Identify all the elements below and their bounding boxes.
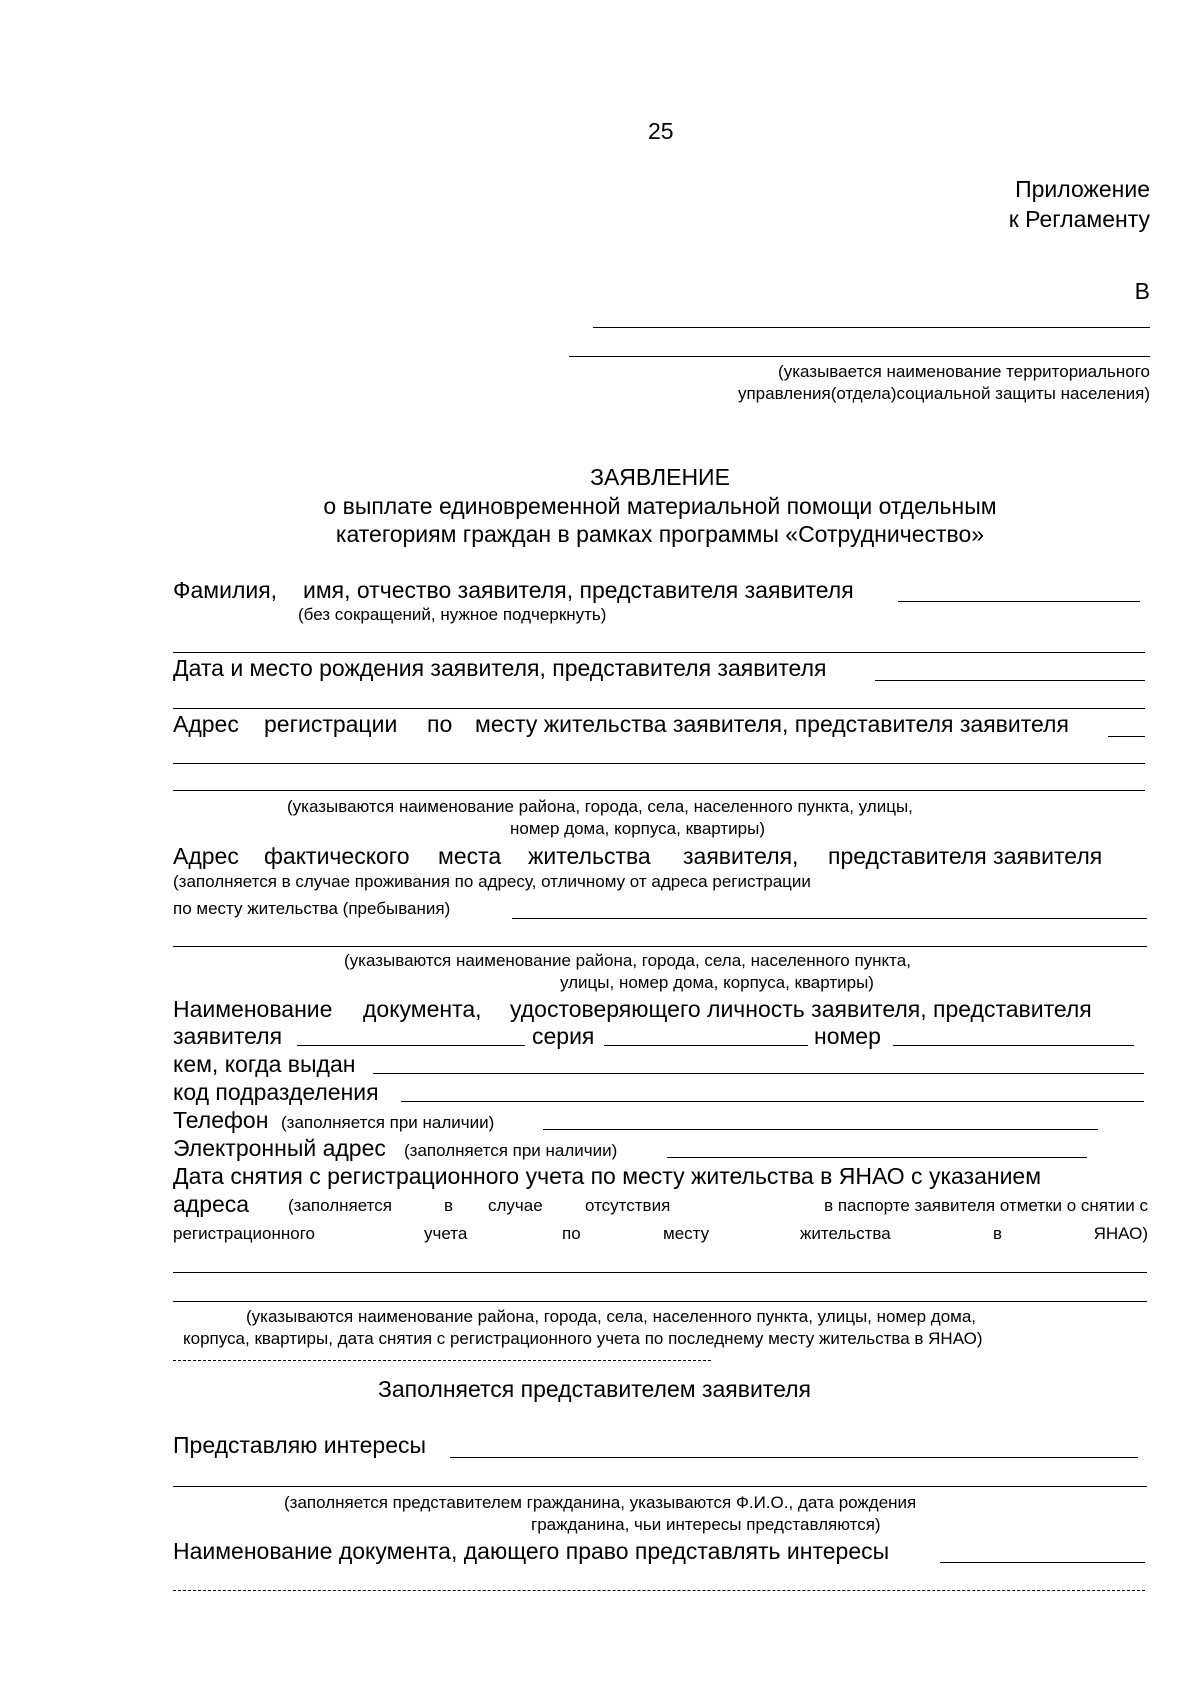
doc-name-line[interactable] [297, 1045, 525, 1046]
email-note: (заполняется при наличии) [404, 1141, 618, 1160]
dereg-note-b-2: учета [424, 1224, 468, 1243]
document-title: ЗАЯВЛЕНИЕ [590, 464, 730, 490]
division-label: код подразделения [173, 1079, 379, 1105]
reg-label-word-1: Адрес [173, 711, 239, 737]
reg-hint-2: номер дома, корпуса, квартиры) [510, 819, 766, 838]
dereg-hint-1: (указываются наименование района, города, села, населенного пункта, улицы, номер дома, [246, 1307, 977, 1326]
fact-label-word-6: представителя заявителя [828, 843, 1103, 869]
phone-note: (заполняется при наличии) [281, 1113, 495, 1132]
dereg-line-2[interactable] [173, 1301, 1147, 1302]
dereg-note-a-2: в [444, 1196, 454, 1215]
reg-line-2[interactable] [173, 763, 1145, 764]
interests-hint-2: гражданина, чьи интересы представляются) [531, 1515, 881, 1534]
right-document-line-2[interactable] [173, 1590, 1145, 1591]
fio-label-word-1: Фамилия, [173, 577, 278, 603]
dereg-label-2: адреса [173, 1191, 250, 1217]
phone-line[interactable] [543, 1129, 1098, 1130]
fact-line-1[interactable] [512, 918, 1147, 919]
phone-label: Телефон [173, 1107, 269, 1133]
right-document-line-1[interactable] [940, 1562, 1145, 1563]
section-divider [173, 1360, 711, 1361]
fact-note-1: (заполняется в случае проживания по адресу, отличному от адреса регистрации [173, 872, 811, 891]
fact-hint-2: улицы, номер дома, корпуса, квартиры) [560, 973, 874, 992]
addressee-line-1[interactable] [593, 327, 1150, 328]
addressee-label: В [1134, 278, 1150, 304]
doc-applicant-label: заявителя [173, 1023, 283, 1049]
representative-section-title: Заполняется представителем заявителя [378, 1376, 811, 1402]
reg-hint-1: (указываются наименование района, города, села, населенного пункта, улицы, [287, 797, 913, 816]
dereg-note-b-7: ЯНАО) [1093, 1224, 1148, 1243]
fact-hint-1: (указываются наименование района, города, села, населенного пункта, [344, 951, 911, 970]
dereg-note-b-1: регистрационного [173, 1224, 316, 1243]
reg-label: месту жительства заявителя, представителя заявителя [475, 711, 1069, 737]
doc-label-word-1: Наименование [173, 996, 333, 1022]
dereg-note-a-1: (заполняется [288, 1196, 392, 1215]
dereg-note-b-6: в [993, 1224, 1003, 1243]
dereg-note-a-5: в паспорте заявителя отметки о снятии с [824, 1196, 1148, 1215]
fact-label-word-5: заявителя, [683, 843, 799, 869]
regulation-label: к Регламенту [1008, 206, 1150, 232]
dereg-hint-2: корпуса, квартиры, дата снятия с регистрационного учета по последнему месту жительства в ЯНАО) [183, 1329, 983, 1348]
fio-label: имя, отчество заявителя, представителя заявителя [303, 577, 854, 603]
doc-number-label: номер [814, 1023, 881, 1049]
dereg-label-1: Дата снятия с регистрационного учета по месту жительства в ЯНАО с указанием [173, 1163, 1042, 1189]
issued-line[interactable] [373, 1073, 1144, 1074]
dereg-note-a-3: случае [488, 1196, 543, 1215]
email-label: Электронный адрес [173, 1135, 386, 1161]
fio-line-2[interactable] [173, 652, 1145, 653]
fact-note-2: по месту жительства (пребывания) [173, 899, 451, 918]
interests-line-1[interactable] [450, 1457, 1138, 1458]
dereg-note-b-5: жительства [800, 1224, 891, 1243]
dereg-note-a-4: отсутствия [585, 1196, 671, 1215]
reg-line-1[interactable] [1108, 736, 1145, 737]
doc-series-line[interactable] [604, 1045, 808, 1046]
doc-number-line[interactable] [893, 1045, 1134, 1046]
appendix-label: Приложение [1015, 176, 1150, 202]
page-number: 25 [648, 118, 674, 144]
doc-series-label: серия [532, 1023, 595, 1049]
interests-line-2[interactable] [173, 1486, 1147, 1487]
fact-label-word-1: Адрес [173, 843, 239, 869]
addressee-line-2[interactable] [569, 356, 1150, 357]
dereg-note-b-4: месту [663, 1224, 710, 1243]
issued-label: кем, когда выдан [173, 1051, 356, 1077]
interests-label: Представляю интересы [173, 1432, 427, 1458]
doc-label: удостоверяющего личность заявителя, представителя [510, 996, 1092, 1022]
fact-label-word-2: фактического [264, 843, 410, 869]
fio-hint: (без сокращений, нужное подчеркнуть) [298, 605, 607, 624]
reg-label-word-3: по [427, 711, 453, 737]
birth-label: Дата и место рождения заявителя, представителя заявителя [173, 655, 827, 681]
document-subtitle-1: о выплате единовременной материальной помощи отдельным [323, 493, 997, 519]
fact-label-word-3: места [438, 843, 502, 869]
birth-line-1[interactable] [875, 680, 1145, 681]
interests-hint-1: (заполняется представителем гражданина, указываются Ф.И.О., дата рождения [284, 1493, 917, 1512]
addressee-hint-1: (указывается наименование территориального [778, 362, 1150, 381]
dereg-line-1[interactable] [173, 1272, 1147, 1273]
reg-line-3[interactable] [173, 790, 1145, 791]
dereg-note-b-3: по [562, 1224, 581, 1243]
reg-label-word-2: регистрации [264, 711, 398, 737]
fact-line-2[interactable] [173, 946, 1147, 947]
email-line[interactable] [667, 1157, 1087, 1158]
fio-line-1[interactable] [898, 601, 1140, 602]
doc-label-word-2: документа, [363, 996, 482, 1022]
right-document-label: Наименование документа, дающего право представлять интересы [173, 1538, 890, 1564]
fact-label-word-4: жительства [528, 843, 651, 869]
addressee-hint-2: управления(отдела)социальной защиты населения) [737, 384, 1150, 403]
birth-line-2[interactable] [173, 708, 1145, 709]
document-subtitle-2: категориям граждан в рамках программы «Сотрудничество» [335, 521, 985, 547]
division-line[interactable] [401, 1101, 1144, 1102]
